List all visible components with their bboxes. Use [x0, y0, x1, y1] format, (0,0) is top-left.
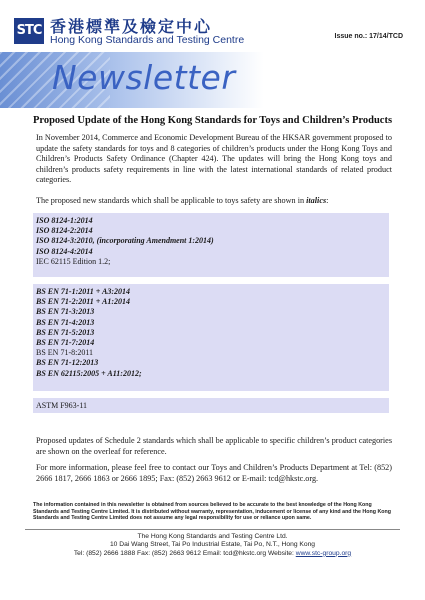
standard-item: BS EN 62115:2005 + A11:2012;	[36, 368, 142, 378]
italics-word: italics	[306, 196, 327, 205]
standard-item: ISO 8124-3:2010, (incorporating Amendment 1:2014)	[36, 236, 214, 246]
standard-item: BS EN 71-12:2013	[36, 358, 99, 368]
stc-logo: STC	[14, 18, 44, 44]
contact-paragraph: For more information, please feel free to contact our Toys and Children’s Products Department at Tel: (852) 2666 1817, 2666 1863 or 2666 1895; Fax: (852) 2663 9612 or E-mail: tcd@hkstc.org.	[36, 463, 392, 483]
page-footer	[0, 533, 425, 558]
standard-item: ISO 8124-2:2014	[36, 226, 93, 236]
standard-item: BS EN 71-4:2013	[36, 317, 95, 327]
standard-item: ASTM F963-11	[36, 401, 88, 410]
issue-number: Issue no.: 17/14/TCD	[334, 33, 403, 40]
standards-intro	[36, 196, 392, 207]
standards-box-astm	[33, 398, 389, 413]
intro-paragraph: In November 2014, Commerce and Economic Development Bureau of the HKSAR government proposed to update the safety standards for toys and 8 categories of children’s products under the Hong Kong Toys and Children’s Products Safety Ordinance (Chapter 424). The updates will bring the Hong Kong toys and children’s products safety requirements in line with the latest international standards of related product categories.	[36, 133, 392, 185]
schedule-note: Proposed updates of Schedule 2 standards which shall be applicable to specific children’s product categories are shown on the overleaf for reference.	[36, 436, 392, 456]
page-header	[0, 0, 425, 118]
org-name-english: Hong Kong Standards and Testing Centre	[50, 34, 245, 46]
footer-divider	[25, 529, 400, 530]
standards-box-iso	[33, 213, 389, 277]
footer-contact	[0, 550, 425, 558]
standard-item: ISO 8124-4:2014	[36, 246, 93, 256]
footer-contact-text: Tel: (852) 2666 1888 Fax: (852) 2663 9612 Email: tcd@hkstc.org Website:	[73, 549, 296, 557]
standard-item: BS EN 71-7:2014	[36, 338, 95, 348]
standard-item: BS EN 71-5:2013	[36, 327, 95, 337]
newsletter-title: Newsletter	[52, 58, 236, 97]
standards-intro-text: The proposed new standards which shall be applicable to toys safety are shown in	[36, 196, 307, 205]
footer-address: 10 Dai Wang Street, Tai Po Industrial Estate, Tai Po, N.T., Hong Kong	[109, 541, 316, 549]
standard-item: BS EN 71-2:2011 + A1:2014	[36, 297, 131, 307]
standard-item: IEC 62115 Edition 1.2;	[36, 256, 111, 266]
website-link[interactable]: www.stc-group.org	[295, 549, 352, 557]
standard-item: ISO 8124-1:2014	[36, 216, 93, 225]
standard-item: BS EN 71-1:2011 + A3:2014	[36, 287, 131, 296]
standard-item: BS EN 71-8:2011	[36, 348, 94, 358]
footer-company: The Hong Kong Standards and Testing Centre Ltd.	[137, 533, 288, 540]
standard-item: BS EN 71-3:2013	[36, 307, 95, 317]
standards-box-bs-en	[33, 284, 389, 391]
disclaimer: The information contained in this newsletter is obtained from sources believed to be accurate to the best knowledge of the Hong Kong Standards and Testing Centre Limited. It is distributed without warranty, representation, inducement or license of any kind and the Hong Kong Standards and Testing Centre Limited does not assume any legal responsibility for use or reliance upon same.	[33, 502, 391, 522]
org-name-chinese: 香港標準及檢定中心	[50, 17, 213, 36]
article-title: Proposed Update of the Hong Kong Standards for Toys and Children’s Products	[32, 115, 393, 126]
standards-intro-colon: :	[326, 196, 329, 205]
